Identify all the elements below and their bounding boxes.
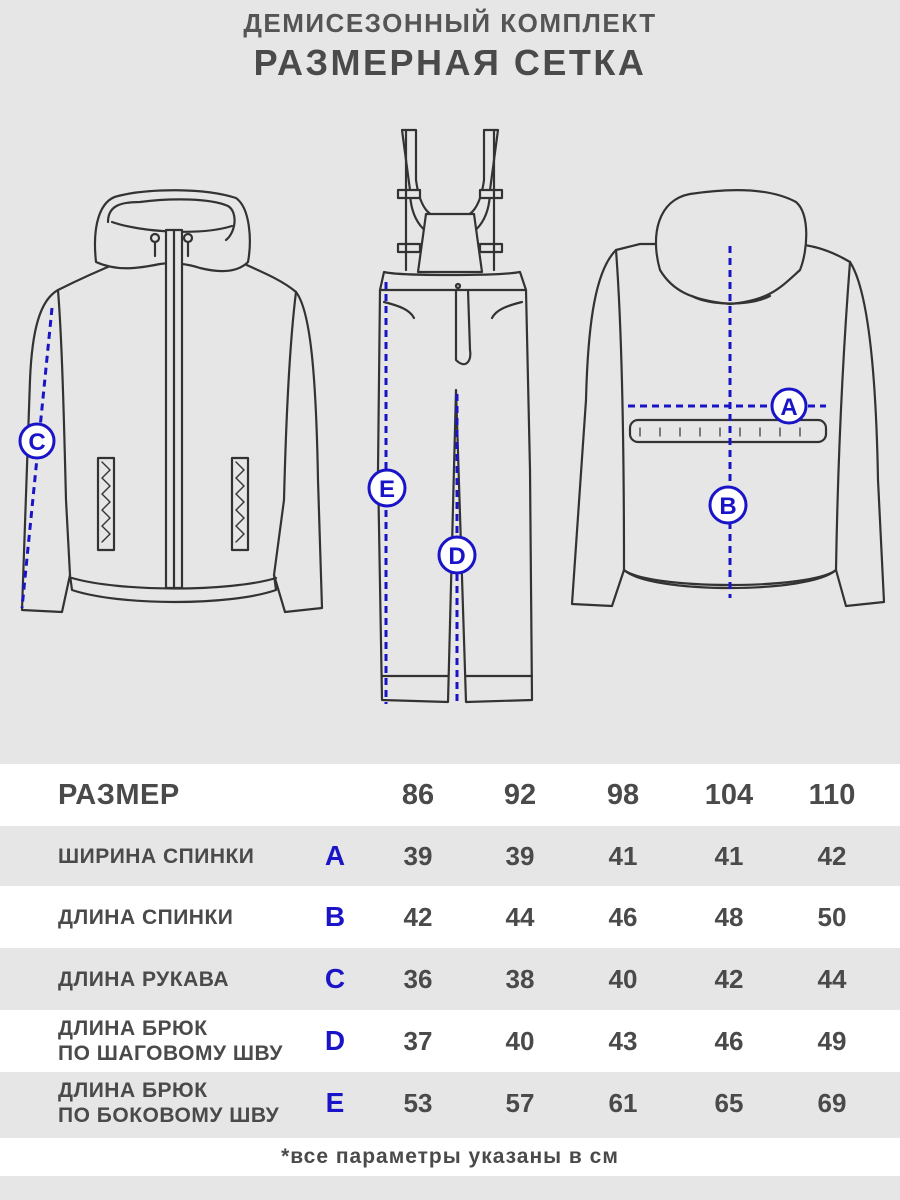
overalls-drawing xyxy=(378,130,532,702)
table-cell: 39 xyxy=(505,840,535,871)
table-cell: 57 xyxy=(505,1087,535,1118)
table-cell: 46 xyxy=(714,1025,744,1056)
size-column-header: 98 xyxy=(606,778,640,811)
table-cell: 61 xyxy=(608,1087,638,1118)
table-cell: 37 xyxy=(403,1025,433,1056)
measurement-name-line1: ДЛИНА БРЮК xyxy=(58,1079,208,1102)
page-title: РАЗМЕРНАЯ СЕТКА xyxy=(253,42,647,83)
marker-d-label: D xyxy=(448,543,466,570)
table-row xyxy=(0,948,900,1010)
table-cell: 65 xyxy=(714,1087,744,1118)
measurement-name xyxy=(58,826,254,886)
table-cell: 48 xyxy=(714,901,744,932)
table-cell: 44 xyxy=(817,963,847,994)
garment-illustration xyxy=(0,100,900,760)
table-cell: 40 xyxy=(608,963,638,994)
table-cell: 39 xyxy=(403,840,433,871)
table-cell: 69 xyxy=(817,1087,847,1118)
table-cell: 50 xyxy=(817,901,847,932)
size-column-header: 86 xyxy=(401,778,435,811)
table-cell: 40 xyxy=(505,1025,535,1056)
table-row xyxy=(0,826,900,886)
marker-e-label: E xyxy=(378,476,396,503)
table-cell: 42 xyxy=(817,840,847,871)
measurement-name-line1: ШИРИНА СПИНКИ xyxy=(58,844,255,868)
measurement-name-line1: ДЛИНА РУКАВА xyxy=(58,967,230,991)
table-cell: 53 xyxy=(403,1087,433,1118)
measurement-name xyxy=(58,1072,279,1134)
table-cell: 41 xyxy=(608,840,638,871)
table-header-row xyxy=(0,764,900,826)
size-column-header: 104 xyxy=(704,778,754,811)
jacket-front-drawing xyxy=(22,190,322,612)
jacket-back-drawing xyxy=(572,190,884,606)
size-column-header: 110 xyxy=(808,778,856,811)
table-cell: 38 xyxy=(505,963,535,994)
table-row xyxy=(0,1010,900,1072)
table-row xyxy=(0,1072,900,1134)
table-cell: 46 xyxy=(608,901,638,932)
marker-b-label: B xyxy=(719,493,737,520)
measurement-letter: B xyxy=(324,901,346,932)
size-header-label: РАЗМЕР xyxy=(58,778,180,811)
marker-a-label: A xyxy=(780,394,798,421)
measurement-letter: E xyxy=(325,1087,345,1118)
measurement-name xyxy=(58,886,233,948)
measurement-name xyxy=(58,948,229,1010)
size-column-header: 92 xyxy=(503,778,537,811)
measurement-letter: A xyxy=(324,840,346,871)
table-cell: 44 xyxy=(505,901,535,932)
table-cell: 42 xyxy=(714,963,744,994)
table-row xyxy=(0,886,900,948)
table-cell: 41 xyxy=(714,840,744,871)
table-cell: 49 xyxy=(817,1025,847,1056)
table-cell: 42 xyxy=(403,901,433,932)
measurement-name-line1: ДЛИНА СПИНКИ xyxy=(58,905,234,929)
footnote: *все параметры указаны в см xyxy=(0,1138,900,1176)
subtitle: ДЕМИСЕЗОННЫЙ КОМПЛЕКТ xyxy=(243,8,657,38)
measurement-name-line2: ПО ШАГОВОМУ ШВУ xyxy=(58,1042,283,1065)
measurement-letter: D xyxy=(324,1025,346,1056)
table-cell: 36 xyxy=(403,963,433,994)
measurement-letter: C xyxy=(324,963,346,994)
measurement-name-line2: ПО БОКОВОМУ ШВУ xyxy=(58,1104,280,1127)
marker-c-label: C xyxy=(28,429,46,456)
table-cell: 43 xyxy=(608,1025,638,1056)
measurement-name xyxy=(58,1010,283,1072)
measurement-name-line1: ДЛИНА БРЮК xyxy=(58,1017,208,1040)
size-table xyxy=(0,764,900,1134)
